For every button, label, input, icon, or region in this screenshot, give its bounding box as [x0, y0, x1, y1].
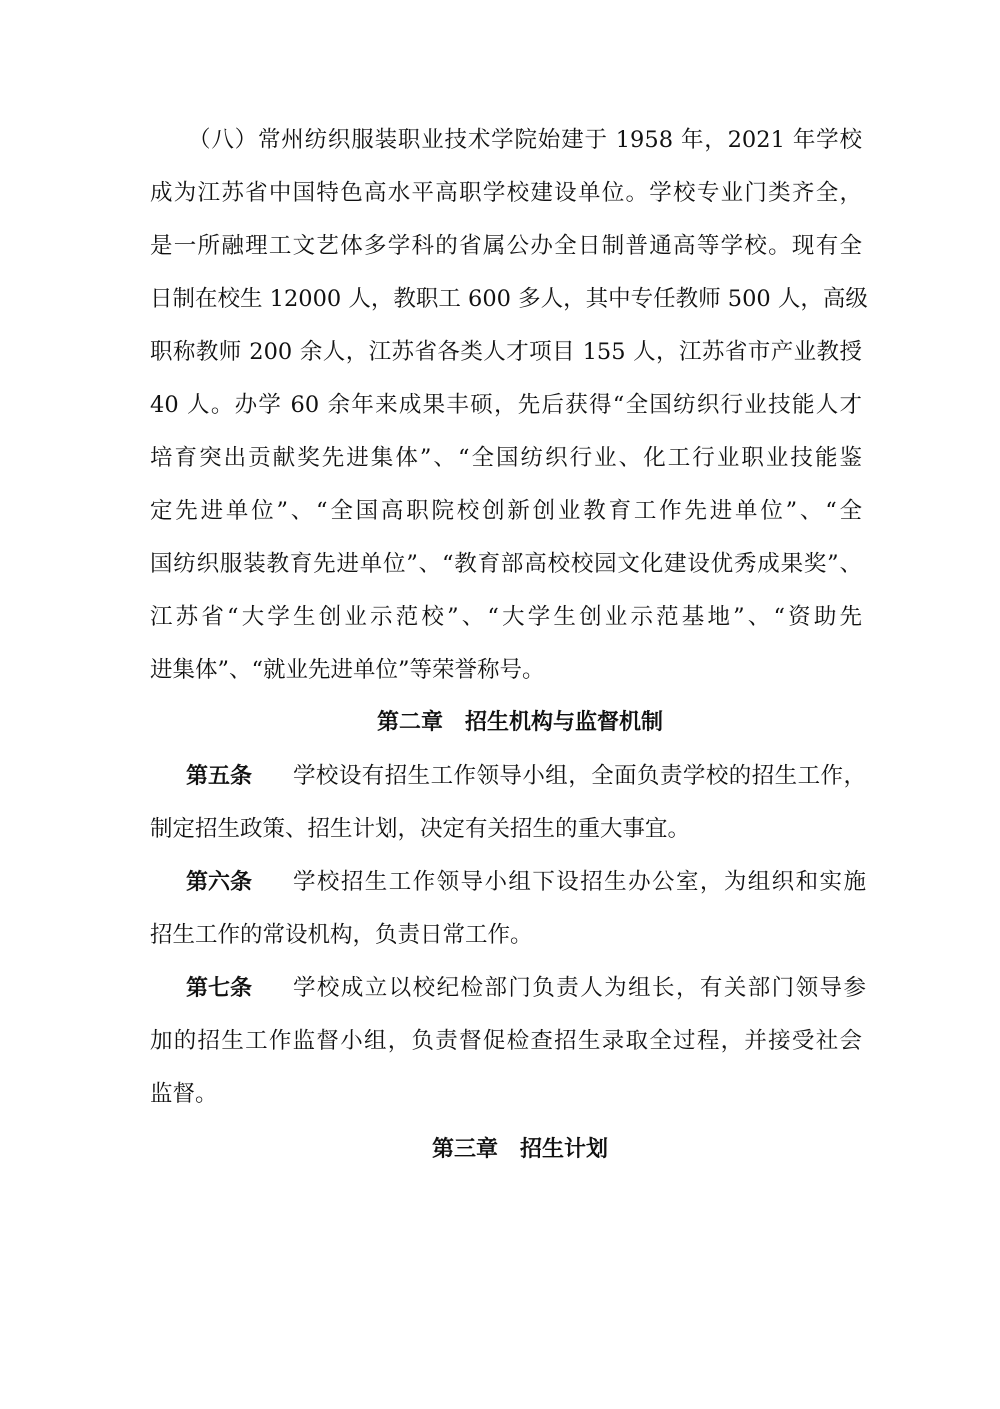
paragraph-line: 40 人。办学 60 余年来成果丰硕，先后获得“全国纺织行业技能人才 — [150, 392, 862, 418]
article-label: 第七条 — [186, 976, 253, 1001]
article-text: 学校招生工作领导小组下设招生办公室，为组织和实施 — [293, 869, 866, 895]
paragraph-line: 加的招生工作监督小组，负责督促检查招生录取全过程，并接受社会 — [150, 1028, 862, 1054]
article-text: 学校成立以校纪检部门负责人为组长，有关部门领导参 — [293, 975, 866, 1001]
paragraph-line: 成为江苏省中国特色高水平高职学校建设单位。学校专业门类齐全， — [150, 180, 862, 206]
paragraph-line: 国纺织服装教育先进单位”、“教育部高校校园文化建设优秀成果奖”、 — [150, 551, 862, 577]
paragraph-line: 进集体”、“就业先进单位”等荣誉称号。 — [150, 657, 545, 683]
article-first-line — [186, 973, 866, 1004]
paragraph-line: （八）常州纺织服装职业技术学院始建于 1958 年，2021 年学校 — [188, 127, 862, 153]
paragraph-line: 招生工作的常设机构，负责日常工作。 — [150, 922, 533, 948]
paragraph-line: 培育突出贡献奖先进集体”、“全国纺织行业、化工行业职业技能鉴 — [150, 445, 862, 471]
article-first-line — [186, 761, 866, 792]
paragraph-line: 江苏省“大学生创业示范校”、“大学生创业示范基地”、“资助先 — [150, 604, 862, 630]
article-first-line — [186, 867, 866, 898]
paragraph-line: 制定招生政策、招生计划，决定有关招生的重大事宜。 — [150, 816, 691, 842]
article-label: 第五条 — [186, 764, 253, 789]
chapter-heading: 第二章 招生机构与监督机制 — [376, 710, 663, 735]
chapter-heading: 第三章 招生计划 — [431, 1137, 608, 1162]
paragraph-line: 监督。 — [150, 1081, 218, 1107]
article-label: 第六条 — [186, 870, 253, 895]
paragraph-line: 职称教师 200 余人，江苏省各类人才项目 155 人，江苏省市产业教授 — [150, 339, 862, 365]
paragraph-line: 日制在校生 12000 人，教职工 600 多人，其中专任教师 500 人，高级 — [150, 286, 868, 312]
paragraph-line: 定先进单位”、“全国高职院校创新创业教育工作先进单位”、“全 — [150, 498, 862, 524]
paragraph-line: 是一所融理工文艺体多学科的省属公办全日制普通高等学校。现有全 — [150, 233, 862, 259]
article-text: 学校设有招生工作领导小组，全面负责学校的招生工作， — [293, 763, 866, 789]
